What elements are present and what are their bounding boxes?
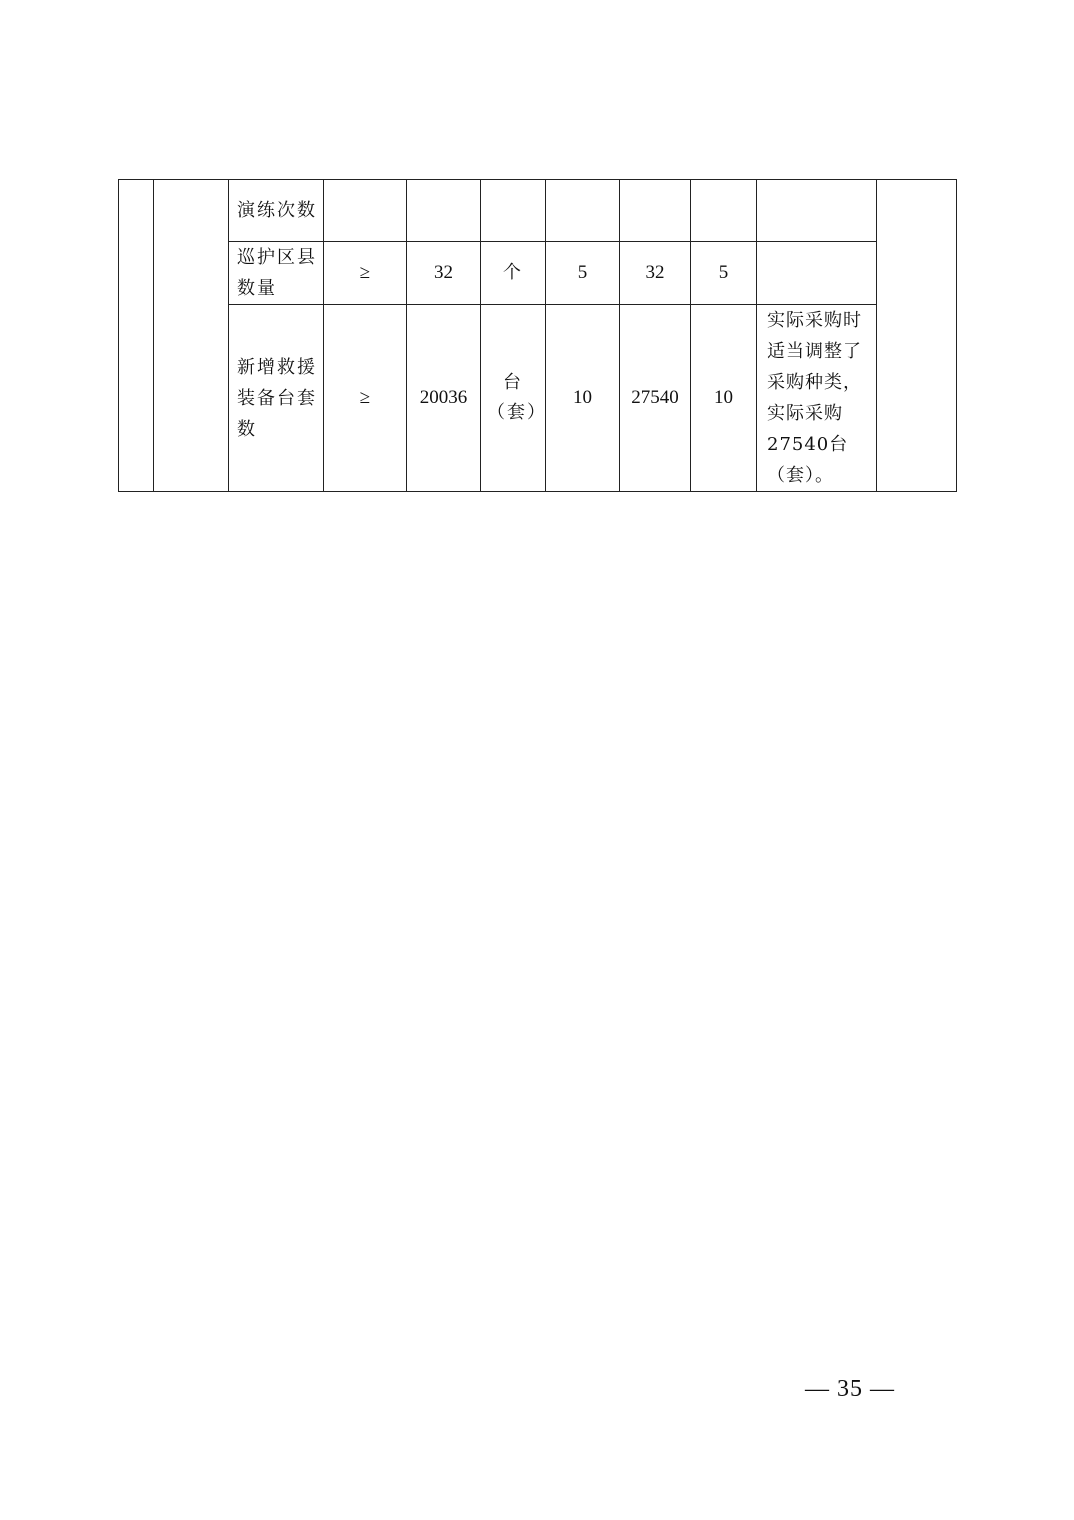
indicator-name: 新增救援装备台套数: [237, 356, 317, 440]
table-row: [119, 242, 957, 305]
unit-cell: [481, 305, 546, 492]
unit-cell: [481, 180, 546, 242]
actual-value-cell: [620, 180, 691, 242]
indicator-name: 巡护区县数量: [237, 247, 317, 299]
score-value: 10: [714, 387, 733, 408]
target-value-cell: [407, 242, 481, 305]
remark-cell: [877, 180, 957, 492]
score-cell: [691, 242, 757, 305]
operator-cell: [324, 180, 407, 242]
category-level2-cell: [154, 180, 229, 492]
weight-cell: [546, 305, 620, 492]
target-value-cell: [407, 305, 481, 492]
target-value: 20036: [419, 387, 468, 408]
indicator-name-cell: [229, 242, 324, 305]
actual-value: 27540: [631, 387, 679, 408]
unit-label: 台（套）: [487, 372, 547, 423]
target-value-cell: [407, 180, 481, 242]
note-cell: [757, 305, 877, 492]
indicator-name-cell: [229, 305, 324, 492]
page-number: — 35 —: [805, 1376, 895, 1402]
unit-cell: [481, 242, 546, 305]
table-row: [119, 305, 957, 492]
performance-indicator-table: [118, 179, 957, 492]
actual-value: 32: [645, 262, 665, 283]
score-value: 5: [718, 262, 729, 283]
weight-cell: [546, 180, 620, 242]
category-level1-cell: [119, 180, 154, 492]
indicator-name-cell: [229, 180, 324, 242]
actual-value-cell: [620, 242, 691, 305]
table-row: [119, 180, 957, 242]
note-cell: [757, 242, 877, 305]
score-cell: [691, 305, 757, 492]
actual-value-cell: [620, 305, 691, 492]
note-text: 实际采购时适当调整了采购种类，实际采购27540台（套）。: [767, 310, 862, 486]
weight-value: 10: [573, 387, 592, 408]
target-value: 32: [434, 262, 453, 283]
unit-label: 个: [503, 262, 523, 283]
weight-value: 5: [577, 262, 588, 283]
operator-cell: [324, 242, 407, 305]
weight-cell: [546, 242, 620, 305]
score-cell: [691, 180, 757, 242]
indicator-name: 演练次数: [237, 200, 317, 221]
operator-symbol: ≥: [359, 387, 371, 408]
operator-cell: [324, 305, 407, 492]
note-cell: [757, 180, 877, 242]
operator-symbol: ≥: [359, 262, 371, 283]
